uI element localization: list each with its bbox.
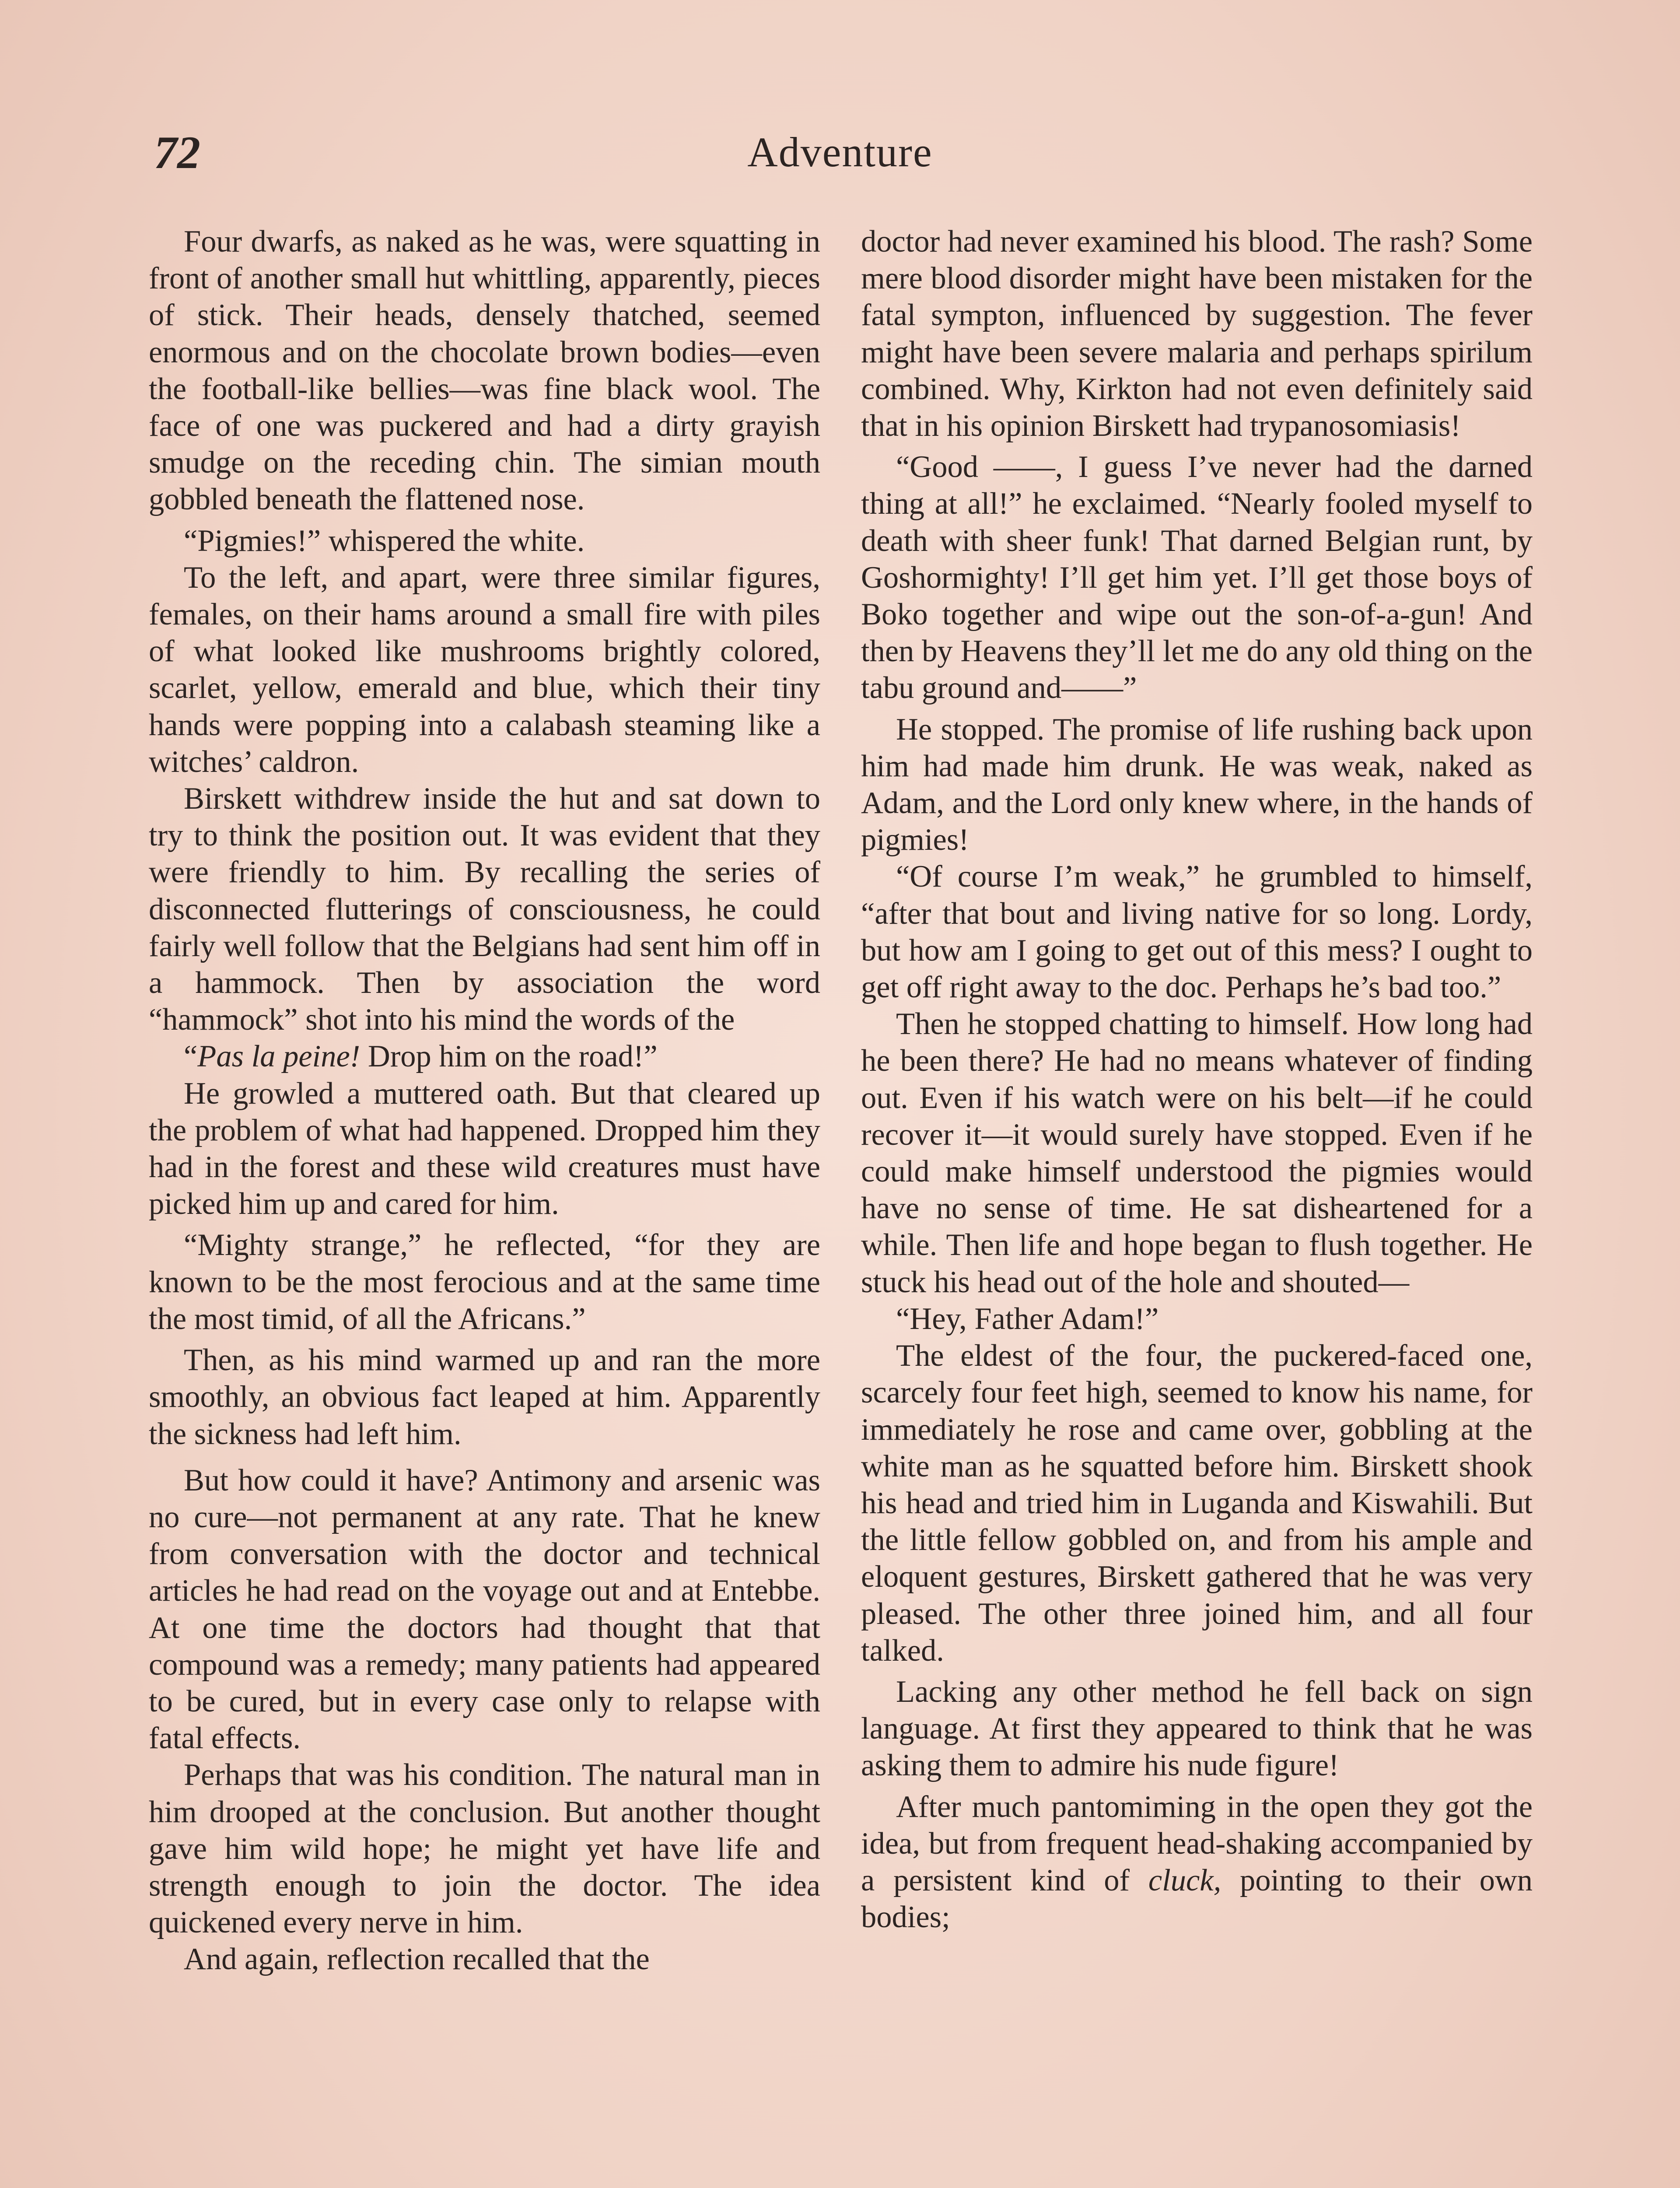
page-number: 72 [154,127,200,178]
paragraph: “Hey, Father Adam!” [896,1301,1159,1336]
paragraph: Then he stopped chatting to himself. How long had he been there? He had no means whatever of finding out. Even if his watch were on his belt—if he could recover it—it would surely have stopped. Even if he could make himself understood the pigmies would have no sense of time. He sat disheartened for a while. Then life and hope began to flush together. He stuck his head out of the hole and shouted— [861,1007,1533,1299]
paragraph: Four dwarfs, as naked as he was, were squatting in front of another small hut whittling, apparently, pieces of stick. Their heads, densely thatched, seemed enormous and on the chocolate brown bodies—even the football-like bellies—was fine black wool. The face of one was puckered and had a dirty grayish smudge on the receding chin. The simian mouth gobbled beneath the flattened nose. [149,224,820,517]
left-column [149,223,820,1978]
paragraph: But how could it have? Antimony and arsenic was no cure—not permanent at any rate. That he knew from conversation with the doctor and technical articles he had read on the voyage out and at Entebbe. At one time the doctors had thought that that compound was a remedy; many patients had appeared to be cured, but in every case only to relapse with fatal effects. [149,1463,820,1756]
paragraph: He growled a muttered oath. But that cleared up the problem of what had happened. Dropped him they had in the forest and these wild creatures must have picked him up and cared for him. [149,1076,820,1221]
paragraph: Lacking any other method he fell back on sign language. At first they appeared to think that he was asking them to admire his nude figure! [861,1674,1533,1783]
paragraph-tail: Drop him on the road!” [360,1039,658,1074]
paragraph: “Pigmies!” whispered the white. [184,523,585,558]
paragraph: “Of course I’m weak,” he grumbled to himself, “after that bout and living native for so long. Lordy, but how am I going to get out of this mess? I ought to get off right away to the doc. Perhaps he’s bad too.” [861,859,1533,1005]
paragraph-text: After much pantomiming in the open they got the idea, but from frequent head-shaking accompanied by a persistent kind of [861,1789,1533,1897]
paragraph [861,1788,1533,1936]
running-head: Adventure [747,129,933,175]
paragraph: To the left, and apart, were three similar figures, females, on their hams around a small fire with piles of what looked like mushrooms brightly colored, scarlet, yellow, emerald and blue, which their tiny hands were popping into a calabash steaming like a witches’ caldron. [149,560,820,779]
paragraph: And again, reflection recalled that the [184,1942,650,1977]
paragraph: “Mighty strange,” he reflected, “for they are known to be the most ferocious and at the same time the most timid, of all the Africans.” [149,1228,820,1336]
paragraph: Perhaps that was his condition. The natural man in him drooped at the conclusion. But another thought gave him wild hope; he might yet have life and strength enough to join the doctor. The idea quickened every nerve in him. [149,1758,820,1940]
paragraph-text: “ [184,1039,198,1074]
italic-phrase: Pas la peine! [197,1039,360,1074]
paragraph: “Good ——, I guess I’ve never had the darned thing at all!” he exclaimed. “Nearly fooled myself to death with sheer funk! That darned Belgian runt, by Goshormighty! I’ll get him yet. I’ll get those boys of Boko together and wipe out the son-of-a-gun! And then by Heavens they’ll let me do any old thing on the tabu ground and——” [861,450,1533,705]
paragraph: The eldest of the four, the puckered-faced one, scarcely four feet high, seemed to know his name, for immediately he rose and came over, gobbling at the white man as he squatted before him. Birskett shook his head and tried him in Luganda and Kiswahili. But the little fellow gobbled on, and from his ample and eloquent gestures, Birskett gathered that he was very pleased. The other three joined him, and all four talked. [861,1339,1533,1668]
right-column [861,223,1533,1936]
paragraph: He stopped. The promise of life rushing back upon him had made him drunk. He was weak, naked as Adam, and the Lord only knew where, in the hands of pigmies! [861,712,1533,857]
paragraph [149,1038,820,1075]
paragraph: Birskett withdrew inside the hut and sat down to try to think the position out. It was evident that they were friendly to him. By recalling the series of disconnected flutterings of consciousness, he could fairly well follow that the Belgians had sent him off in a hammock. Then by association the word “hammock” shot into his mind the words of the [149,782,820,1037]
paragraph: Then, as his mind warmed up and ran the more smoothly, an obvious fact leaped at him. Apparently the sickness had left him. [149,1343,820,1451]
paragraph: doctor had never examined his blood. The rash? Some mere blood disorder might have been mistaken for the fatal sympton, influenced by suggestion. The fever might have been severe malaria and perhaps spirilum combined. Why, Kirkton had not even definitely said that in his opinion Birskett had trypanosomiasis! [861,224,1533,443]
italic-word: cluck, [1148,1863,1222,1897]
paragraph-tail: pointing to their own bodies; [861,1863,1533,1935]
